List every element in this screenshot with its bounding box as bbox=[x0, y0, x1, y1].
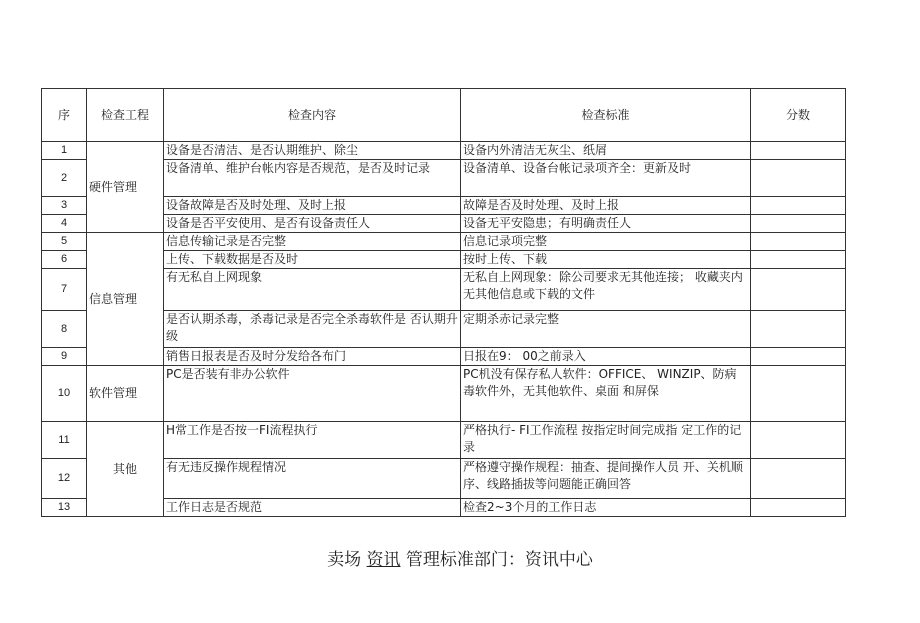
header-item: 检查工程 bbox=[87, 89, 164, 142]
check-standard: 设备无平安隐患；有明确责任人 bbox=[461, 215, 751, 233]
score-cell[interactable] bbox=[751, 269, 846, 311]
footer-part3: 管理标准部门：资讯中心 bbox=[405, 550, 593, 570]
row-number: 1 bbox=[42, 142, 87, 160]
footer-part1: 卖场 bbox=[327, 550, 362, 570]
check-standard: 检查2~3个月的工作日志 bbox=[461, 499, 751, 517]
score-cell[interactable] bbox=[751, 233, 846, 251]
header-score: 分数 bbox=[751, 89, 846, 142]
check-standard: 严格执行- FI工作流程 按指定时间完成指 定工作的记录 bbox=[461, 422, 751, 459]
check-content: 设备是否清洁、是否认期维护、除尘 bbox=[164, 142, 461, 160]
row-number: 4 bbox=[42, 215, 87, 233]
score-cell[interactable] bbox=[751, 215, 846, 233]
row-number: 9 bbox=[42, 348, 87, 366]
table-row bbox=[42, 422, 846, 459]
check-content: H常工作是否按一FI流程执行 bbox=[164, 422, 461, 459]
check-content: 有无违反操作规程情况 bbox=[164, 459, 461, 499]
score-cell[interactable] bbox=[751, 499, 846, 517]
row-number: 3 bbox=[42, 197, 87, 215]
check-standard: 按时上传、下载 bbox=[461, 251, 751, 269]
check-standard: 定期杀赤记录完整 bbox=[461, 311, 751, 348]
table-row bbox=[42, 366, 846, 422]
row-number: 6 bbox=[42, 251, 87, 269]
score-cell[interactable] bbox=[751, 142, 846, 160]
category-hardware: 硬件管理 bbox=[87, 142, 164, 233]
check-content: 设备清单、维护台帐内容是否规范，是否及时记录 bbox=[164, 160, 461, 197]
score-cell[interactable] bbox=[751, 348, 846, 366]
check-standard: 设备清单、设备台帐记录项齐全：更新及时 bbox=[461, 160, 751, 197]
category-other: 其他 bbox=[87, 422, 164, 517]
check-standard: 信息记录项完整 bbox=[461, 233, 751, 251]
check-standard: PC机没有保存私人软件：OFFICE、 WINZIP、防病毒软件外，无其他软件、桌面 和屏保 bbox=[461, 366, 751, 422]
table-row bbox=[42, 233, 846, 251]
check-content: 销售日报表是否及时分发给各布门 bbox=[164, 348, 461, 366]
row-number: 11 bbox=[42, 422, 87, 459]
score-cell[interactable] bbox=[751, 160, 846, 197]
check-content: 上传、下载数据是否及时 bbox=[164, 251, 461, 269]
footer-caption bbox=[0, 545, 920, 570]
check-content: 是否认期杀毒，杀毒记录是否完全杀毒软件是 否认期升级 bbox=[164, 311, 461, 348]
category-software: 软件管理 bbox=[87, 366, 164, 422]
row-number: 7 bbox=[42, 269, 87, 311]
check-standard: 故障是否及时处理、及时上报 bbox=[461, 197, 751, 215]
check-content: 信息传输记录是否完整 bbox=[164, 233, 461, 251]
check-standard: 日报在9： 00之前录入 bbox=[461, 348, 751, 366]
row-number: 13 bbox=[42, 499, 87, 517]
row-number: 2 bbox=[42, 160, 87, 197]
check-content: 有无私自上网现象 bbox=[164, 269, 461, 311]
header-standard: 检查标准 bbox=[461, 89, 751, 142]
row-number: 10 bbox=[42, 366, 87, 422]
category-info: 信息管理 bbox=[87, 233, 164, 366]
header-row bbox=[42, 89, 846, 142]
score-cell[interactable] bbox=[751, 366, 846, 422]
table-row bbox=[42, 142, 846, 160]
check-standard: 严格遵守操作规程：抽查、提间操作人员 开、关机顺序、线路插拔等问题能正确回答 bbox=[461, 459, 751, 499]
inspection-table bbox=[41, 88, 846, 517]
check-content: 设备故障是否及时处理、及时上报 bbox=[164, 197, 461, 215]
footer-part2: 资讯 bbox=[366, 550, 401, 570]
row-number: 12 bbox=[42, 459, 87, 499]
check-content: 工作日志是否规范 bbox=[164, 499, 461, 517]
row-number: 5 bbox=[42, 233, 87, 251]
score-cell[interactable] bbox=[751, 311, 846, 348]
score-cell[interactable] bbox=[751, 422, 846, 459]
score-cell[interactable] bbox=[751, 197, 846, 215]
check-standard: 设备内外清洁无灰尘、纸屑 bbox=[461, 142, 751, 160]
check-content: PC是否装有非办公软件 bbox=[164, 366, 461, 422]
row-number: 8 bbox=[42, 311, 87, 348]
check-content: 设备是否平安使用、是否有设备责任人 bbox=[164, 215, 461, 233]
check-standard: 无私自上网现象：除公司要求无其他连接； 收藏夹内无其他信息或下载的文件 bbox=[461, 269, 751, 311]
score-cell[interactable] bbox=[751, 459, 846, 499]
header-content: 检查内容 bbox=[164, 89, 461, 142]
score-cell[interactable] bbox=[751, 251, 846, 269]
header-seq: 序 bbox=[42, 89, 87, 142]
